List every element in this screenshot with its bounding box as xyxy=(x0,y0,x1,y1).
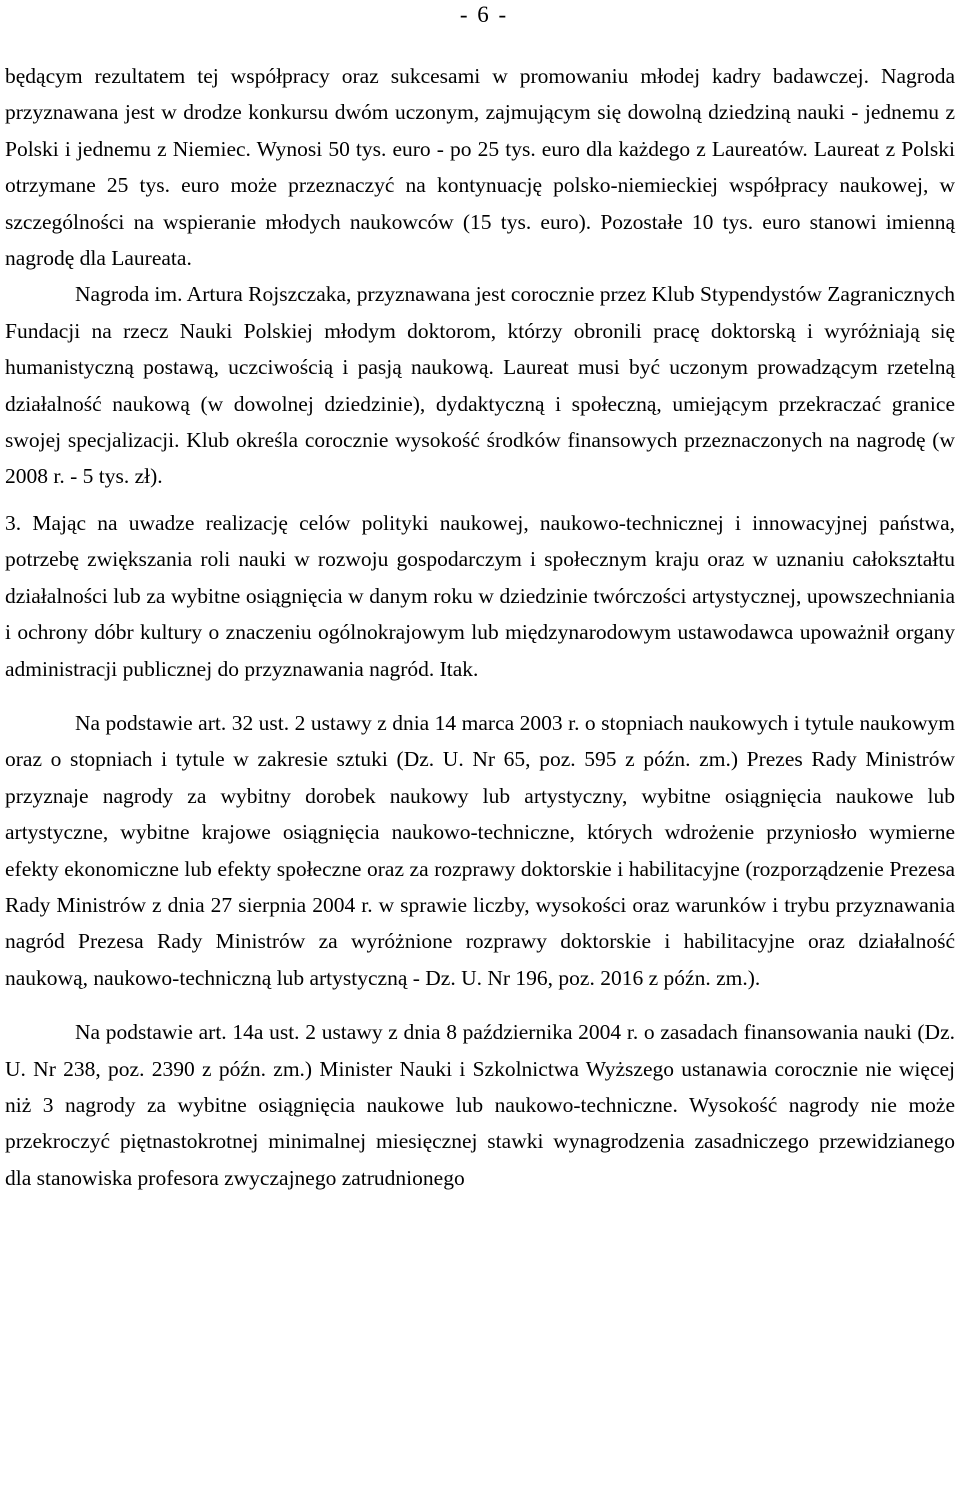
paragraph-rojszczak-prize: Nagroda im. Artura Rojszczaka, przyznawana jest corocznie przez Klub Stypendystów Zagranicznych Fundacji na rzecz Nauki Polskiej młodym doktorom, którzy obronili pracę doktorską i wyróżniają się humanistyczną postawą, uczciwością i pasją naukową. Laureat musi być uczonym prowadzącym rzetelną działalność naukową (w dowolnej dziedzinie), dydaktyczną i społeczną, umiejącym przekraczać granice swojej specjalizacji. Klub określa corocznie wysokość środków finansowych przeznaczonych na nagrodę (w 2008 r. - 5 tys. zł). xyxy=(5,282,955,489)
page-number: - 6 - xyxy=(459,2,509,27)
paragraph-item-3: 3. Mając na uwadze realizację celów polityki naukowej, naukowo-technicznej i innowacyjnej państwa, potrzebę zwiększania roli nauki w rozwoju gospodarczym i społecznym kraju oraz w uznaniu całokształtu działalności lub za wybitne osiągnięcia w danym roku w dziedzinie twórczości artystycznej, upowszechniania i ochrony dóbr kultury o znaczeniu ogólnokrajowym lub międzynarodowym ustawodawca upoważnił organy administracji publicznej do przyznawania nagród. Itak. xyxy=(5,510,955,681)
paragraph-minister-science-awards: Na podstawie art. 14a ust. 2 ustawy z dnia 8 października 2004 r. o zasadach finansowania nauki (Dz. U. Nr 238, poz. 2390 z późn. zm.) Minister Nauki i Szkolnictwa Wyższego ustanawia corocznie nie więcej niż 3 nagrody za wybitne osiągnięcia naukowe lub naukowo-techniczne. Wysokość nagrody nie może przekroczyć piętnastokrotnej minimalnej miesięcznej stawki wynagrodzenia zasadniczego przewidzianego dla stanowiska profesora zwyczajnego zatrudnionego xyxy=(5,1020,955,1190)
document-body xyxy=(5,58,955,1196)
paragraph-prime-minister-awards: Na podstawie art. 32 ust. 2 ustawy z dnia 14 marca 2003 r. o stopniach naukowych i tytule naukowym oraz o stopniach i tytule w zakresie sztuki (Dz. U. Nr 65, poz. 595 z późn. zm.) Prezes Rady Ministrów przyznaje nagrody za wybitny dorobek naukowy lub artystyczny, wybitne osiągnięcia naukowe lub artystyczne, wybitne krajowe osiągnięcia naukowo-techniczne, których wdrożenie przyniosło wymierne efekty ekonomiczne lub efekty społeczne oraz za rozprawy doktorskie i habilitacyjne (rozporządzenie Prezesa Rady Ministrów z dnia 27 sierpnia 2004 r. w sprawie liczby, wysokości oraz warunków i trybu przyznawania nagród Prezesa Rady Ministrów za wyróżnione rozprawy doktorskie i habilitacyjne oraz działalność naukową, naukowo-techniczną lub artystyczną - Dz. U. Nr 196, poz. 2016 z późn. zm.). xyxy=(5,710,955,990)
paragraph-continuation: będącym rezultatem tej współpracy oraz sukcesami w promowaniu młodej kadry badawczej. Nagroda przyznawana jest w drodze konkursu dwóm uczonym, zajmującym się dowolną dziedziną nauki - jednemu z Polski i jednemu z Niemiec. Wynosi 50 tys. euro - po 25 tys. euro dla każdego z Laureatów. Laureat z Polski otrzymane 25 tys. euro może przeznaczyć na kontynuację polsko-niemieckiej współpracy naukowej, w szczególności na wspieranie młodych naukowców (15 tys. euro). Pozostałe 10 tys. euro stanowi imienną nagrodę dla Laureata. xyxy=(5,64,955,271)
